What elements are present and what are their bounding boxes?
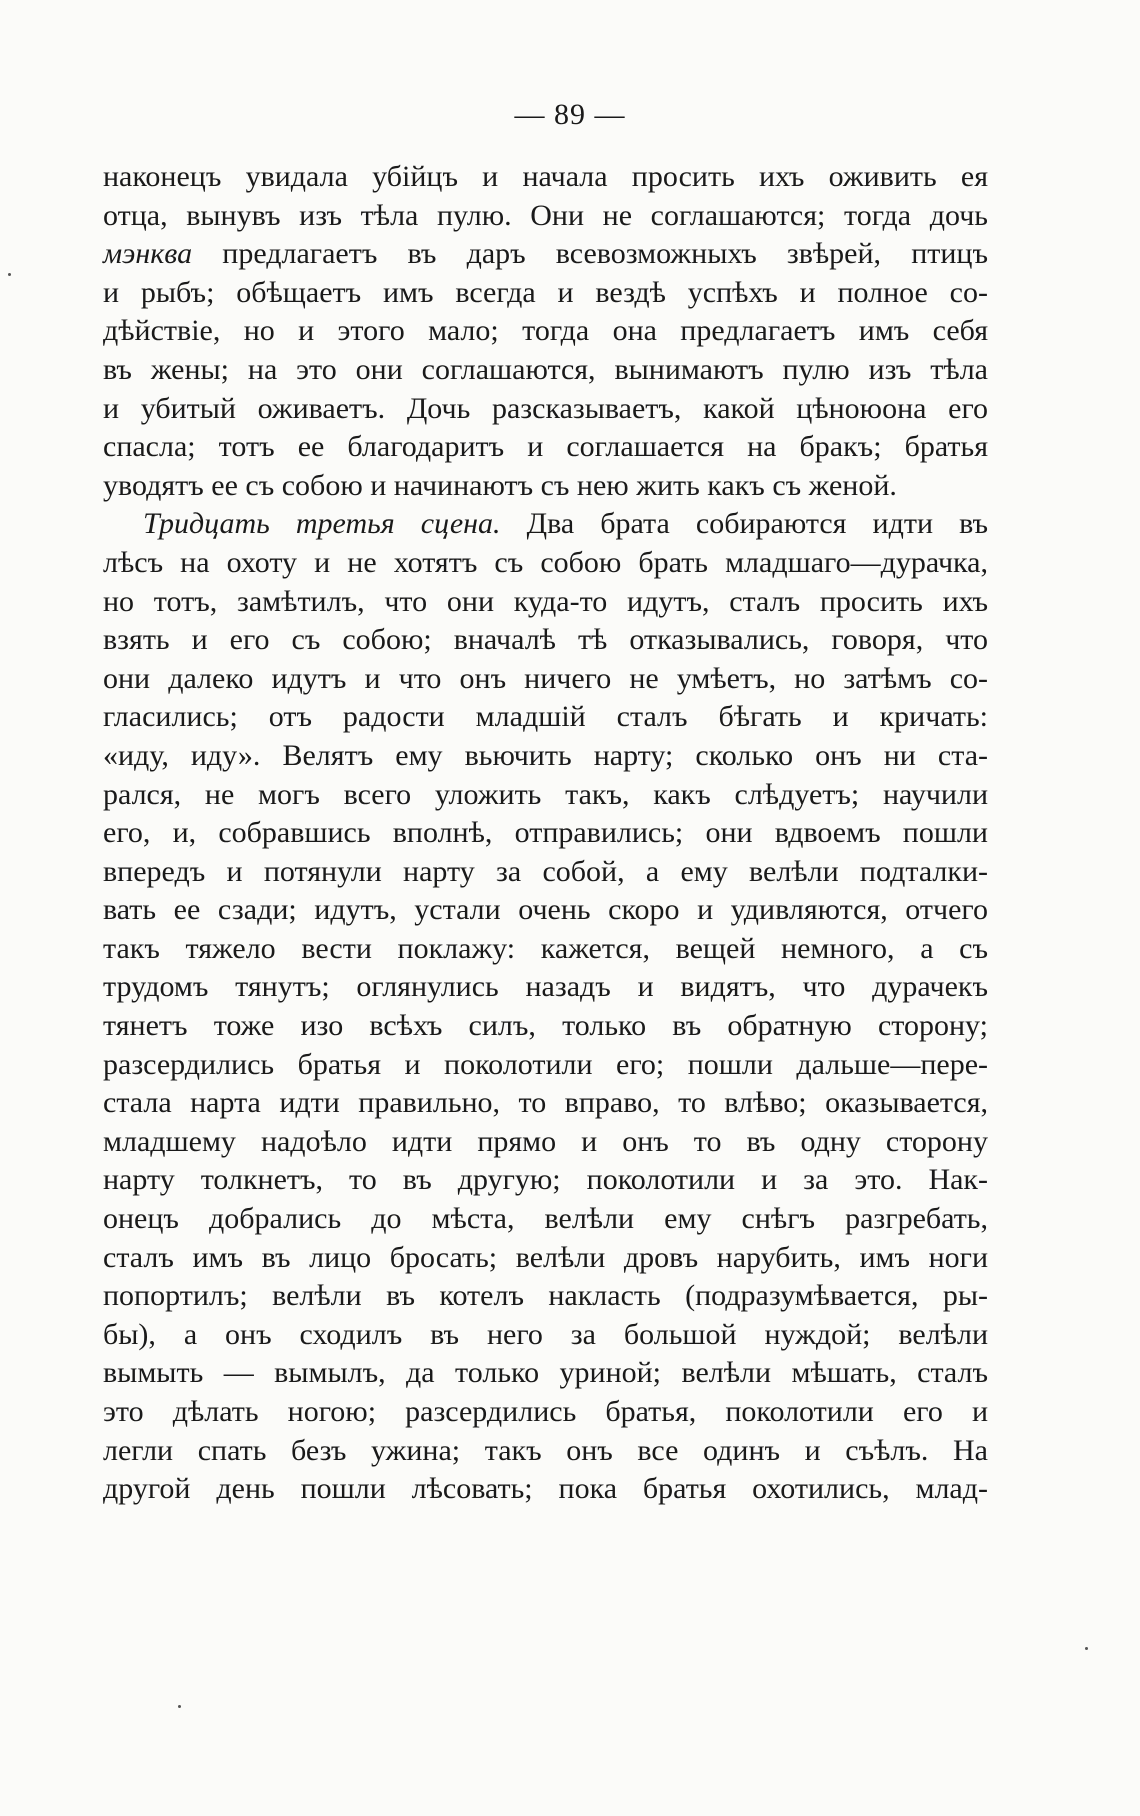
text-run: уводятъ ее съ собою и начинаютъ съ нею жить какъ съ женой. (103, 468, 897, 502)
text-line (103, 1354, 988, 1393)
text-run: стала нарта идти правильно, то вправо, то влѣво; оказывается, (103, 1086, 988, 1120)
text-line (103, 235, 988, 274)
text-line (103, 930, 988, 969)
text-line (103, 698, 988, 737)
text-line (103, 390, 988, 429)
text-run: гласились; отъ радости младшій сталъ бѣгать и кричать: (103, 700, 988, 734)
text-run: младшему надоѣло идти прямо и онъ то въ одну сторону (103, 1124, 988, 1158)
text-run: сталъ имъ въ лицо бросать; велѣли дровъ нарубить, имъ ноги (103, 1240, 988, 1274)
text-run: бы), а онъ сходилъ въ него за большой нуждой; велѣли (103, 1317, 988, 1351)
text-line (103, 1393, 988, 1432)
text-line (103, 1432, 988, 1471)
text-line (103, 1277, 988, 1316)
text-line (103, 1161, 988, 1200)
text-line (103, 1123, 988, 1162)
text-run: «иду, иду». Велятъ ему вьючить нарту; сколько онъ ни ста- (103, 738, 988, 772)
text-line (103, 737, 988, 776)
text-run: разсердились братья и поколотили его; пошли дальше—пере- (103, 1047, 988, 1081)
text-line (103, 968, 988, 1007)
text-line (103, 544, 988, 583)
text-run: вать ее сзади; идутъ, устали очень скоро и удивляются, отчего (103, 893, 988, 927)
text-line (103, 467, 988, 506)
text-line (103, 1316, 988, 1355)
text-line (103, 312, 988, 351)
text-line (103, 1007, 988, 1046)
text-run: его, и, собравшись вполнѣ, отправились; они вдвоемъ пошли (103, 816, 988, 850)
text-run: Два брата собираются идти въ (500, 507, 988, 541)
text-run: спасла; тотъ ее благодаритъ и соглашается на бракъ; братья (103, 430, 988, 464)
text-run: попортилъ; велѣли въ котелъ накласть (подразумѣвается, ры- (103, 1279, 988, 1313)
text-line (103, 660, 988, 699)
text-line (103, 158, 988, 197)
text-line (103, 1200, 988, 1239)
text-line (103, 1239, 988, 1278)
text-run: и рыбъ; обѣщаетъ имъ всегда и вездѣ успѣхъ и полное со- (103, 275, 988, 309)
scan-speck (178, 1705, 181, 1708)
text-run: другой день пошли лѣсовать; пока братья охотились, млад- (103, 1472, 988, 1506)
text-line (103, 621, 988, 660)
text-run: и убитый оживаетъ. Дочь разсказываетъ, какой цѣноюона его (103, 391, 988, 425)
text-line (103, 776, 988, 815)
text-line (103, 1046, 988, 1085)
text-run: наконецъ увидала убійцъ и начала просить ихъ оживить ея (103, 160, 988, 193)
scan-speck (1085, 1647, 1088, 1650)
text-line (103, 274, 988, 313)
text-line (103, 197, 988, 236)
page-number: — 89 — (514, 98, 626, 131)
text-run: вымыть — вымылъ, да только уриной; велѣли мѣшать, сталъ (103, 1356, 988, 1390)
text-line (103, 351, 988, 390)
body-text (103, 158, 988, 1509)
text-line (103, 1470, 988, 1509)
text-run: отца, вынувъ изъ тѣла пулю. Они не соглашаются; тогда дочь (103, 198, 988, 232)
italic-text-run: Тридцать третья сцена. (143, 507, 501, 541)
text-run: они далеко идутъ и что онъ ничего не умѣетъ, но затѣмъ со- (103, 661, 988, 695)
text-run: но тотъ, замѣтилъ, что они куда-то идутъ, сталъ просить ихъ (103, 584, 988, 618)
text-run: это дѣлать ногою; разсердились братья, поколотили его и (103, 1395, 988, 1428)
text-line (103, 891, 988, 930)
text-run: рался, не могъ всего уложить такъ, какъ слѣдуетъ; научили (103, 777, 988, 811)
text-line (103, 583, 988, 622)
text-run: въ жены; на это они соглашаются, вынимаютъ пулю изъ тѣла (103, 352, 988, 386)
italic-text-run: мэнква (103, 237, 193, 271)
text-run: онецъ добрались до мѣста, велѣли ему снѣгъ разгребать, (103, 1202, 988, 1236)
text-run: трудомъ тянутъ; оглянулись назадъ и видятъ, что дурачекъ (103, 970, 988, 1004)
text-run: тянетъ тоже изо всѣхъ силъ, только въ обратную сторону; (103, 1009, 988, 1043)
text-run: впередъ и потянули нарту за собой, а ему велѣли подталки- (103, 854, 988, 888)
text-run: такъ тяжело вести поклажу: кажется, вещей немного, а съ (103, 931, 988, 965)
text-line (103, 814, 988, 853)
text-run: легли спать безъ ужина; такъ онъ все одинъ и съѣлъ. На (103, 1433, 988, 1467)
text-run: нарту толкнетъ, то въ другую; поколотили и за это. Нак- (103, 1163, 988, 1197)
text-line (103, 505, 988, 544)
text-run: взять и его съ собою; вначалѣ тѣ отказывались, говоря, что (103, 623, 988, 657)
scan-speck (8, 273, 11, 276)
text-line (103, 1084, 988, 1123)
text-line (103, 853, 988, 892)
text-run: предлагаетъ въ даръ всевозможныхъ звѣрей, птицъ (192, 237, 988, 271)
text-line (103, 428, 988, 467)
text-run: дѣйствіе, но и этого мало; тогда она предлагаетъ имъ себя (103, 314, 988, 348)
text-run: лѣсъ на охоту и не хотятъ съ собою брать младшаго—дурачка, (103, 545, 988, 579)
